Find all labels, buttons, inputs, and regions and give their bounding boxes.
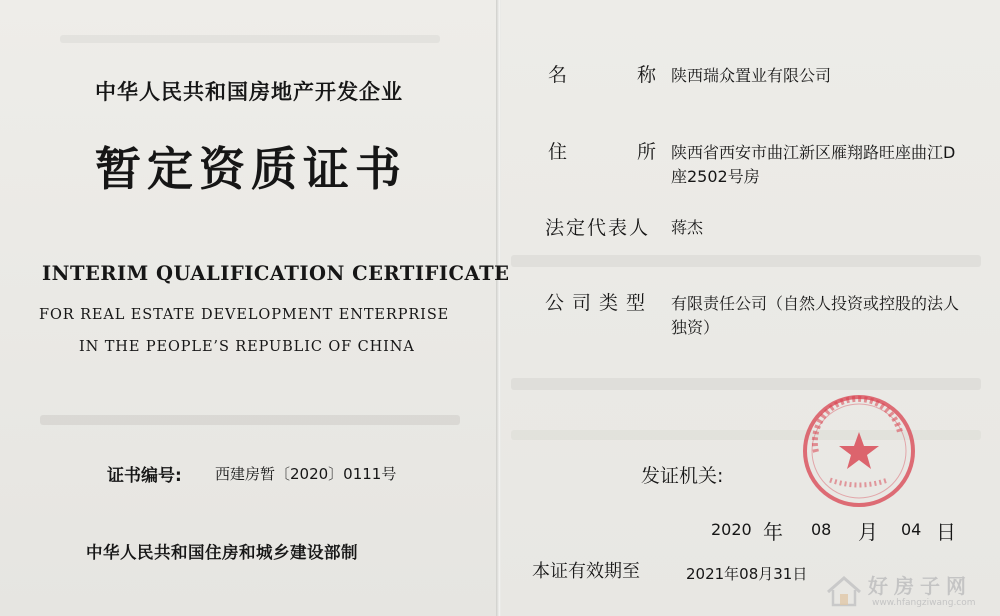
address-label-char-1: 住 (548, 141, 568, 163)
valid-until-value: 2021年08月31日 (686, 565, 808, 583)
address-value-line-2: 座2502号房 (671, 167, 760, 186)
name-label-char-1: 名 (548, 64, 568, 86)
month-char: 月 (858, 520, 878, 544)
certificate-title-en: INTERIM QUALIFICATION CERTIFICATE (42, 262, 510, 285)
scan-smudge (40, 415, 460, 425)
cert-number-value: 西建房暂〔2020〕0111号 (215, 465, 397, 483)
year-char: 年 (763, 520, 783, 544)
certificate-subtitle-en-1: FOR REAL ESTATE DEVELOPMENT ENTERPRISE (39, 307, 450, 323)
company-type-value-line-2: 独资） (671, 318, 720, 337)
house-logo-icon (824, 572, 864, 610)
issue-month: 08 (811, 520, 832, 539)
certificate-title: 暂定资质证书 (95, 142, 407, 196)
watermark-logo (824, 570, 994, 614)
issuing-authority-label: 发证机关: (641, 465, 724, 487)
company-name-value: 陕西瑞众置业有限公司 (671, 66, 832, 85)
company-type-value-line-1: 有限责任公司（自然人投资或控股的法人 (671, 294, 960, 313)
issue-day: 04 (901, 520, 922, 539)
scan-smudge (511, 255, 981, 267)
scan-smudge (511, 378, 981, 390)
cert-number-label: 证书编号: (107, 466, 182, 486)
legal-rep-value: 蒋杰 (671, 218, 704, 237)
address-label-char-2: 所 (637, 141, 657, 163)
name-label-char-2: 称 (637, 64, 657, 86)
official-seal-icon (800, 392, 918, 510)
legal-rep-label: 法定代表人 (545, 217, 651, 239)
scan-smudge (60, 35, 440, 43)
issuing-ministry: 中华人民共和国住房和城乡建设部制 (86, 543, 358, 562)
valid-until-label: 本证有效期至 (532, 561, 640, 582)
company-type-label: 公司类型 (545, 292, 654, 314)
certificate-header-cn: 中华人民共和国房地产开发企业 (95, 80, 403, 104)
watermark-url: www.hfangziwang.com (872, 598, 976, 608)
day-char: 日 (936, 520, 956, 544)
certificate-subtitle-en-2: IN THE PEOPLE’S REPUBLIC OF CHINA (79, 339, 415, 355)
watermark-text: 好房子网 (868, 574, 972, 598)
issue-year: 2020 (711, 520, 752, 539)
address-value-line-1: 陕西省西安市曲江新区雁翔路旺座曲江D (671, 143, 956, 162)
